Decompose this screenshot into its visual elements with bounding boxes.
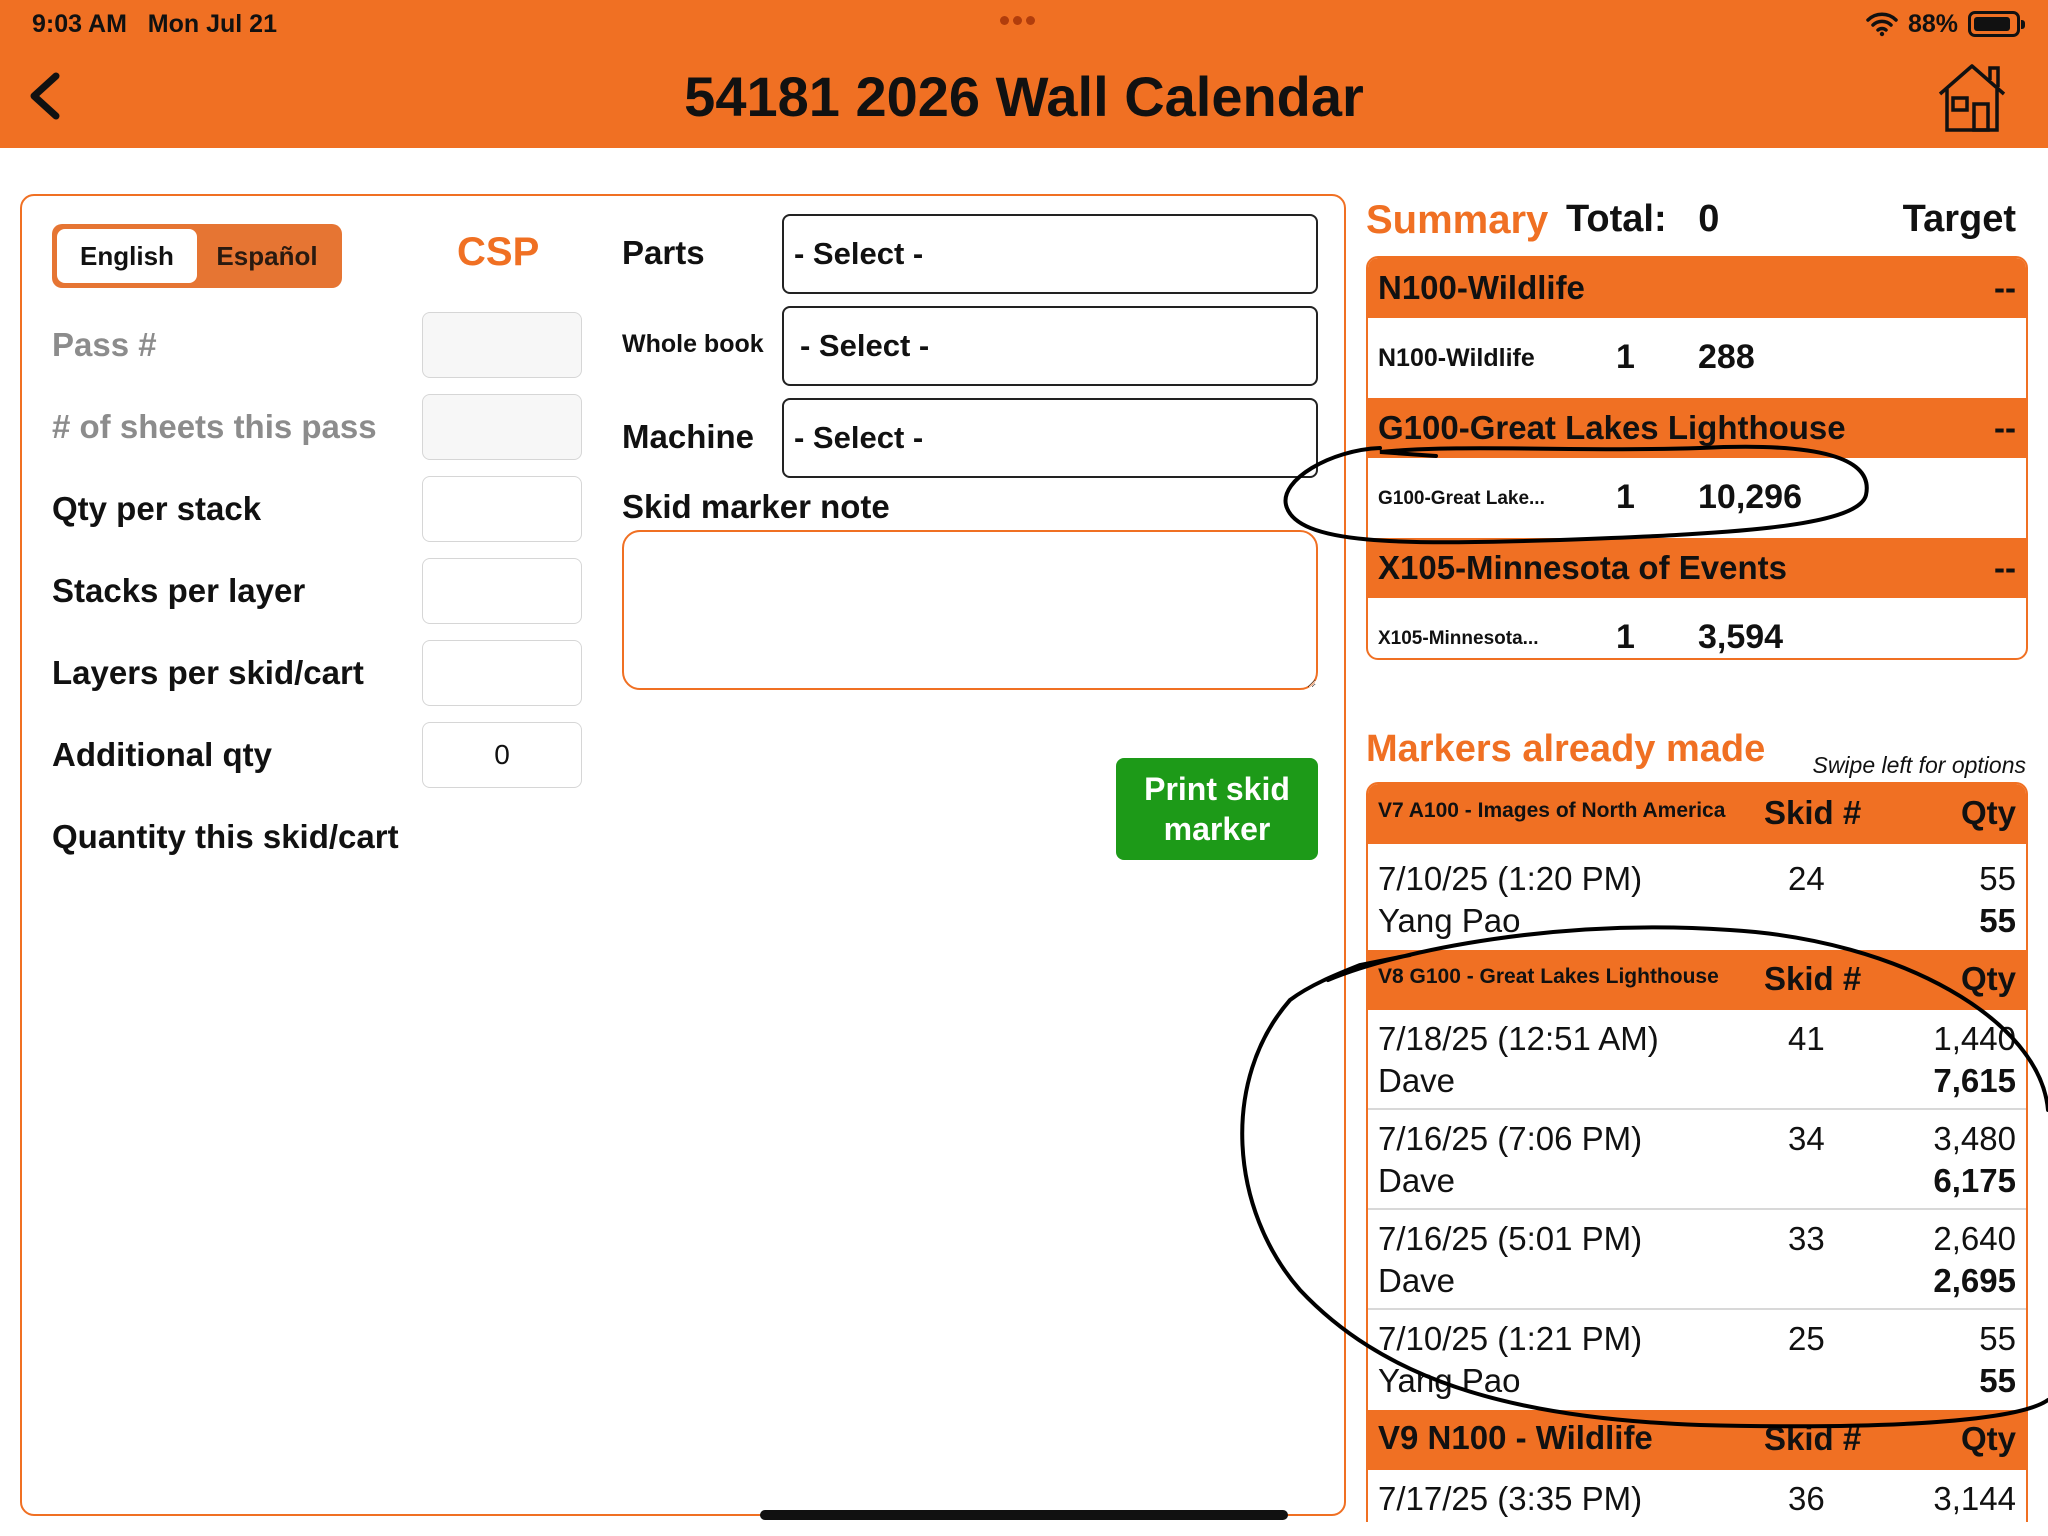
skid-note-textarea[interactable]	[622, 530, 1318, 690]
marker-cumulative: 55	[1979, 902, 2016, 939]
marker-group-name: V9 N100 - Wildlife	[1378, 1419, 1653, 1456]
marker-group-name: V7 A100 - Images of North America	[1378, 799, 1726, 822]
marker-skid: 33	[1788, 1220, 1825, 1257]
status-indicators	[1866, 8, 2020, 40]
print-skid-marker-button[interactable]	[1116, 758, 1318, 860]
sheets-label: # of sheets this pass	[52, 408, 377, 445]
wifi-icon	[1866, 11, 1898, 37]
stacks-per-layer-label: Stacks per layer	[52, 572, 306, 609]
summary-total-label: Total:	[1566, 198, 1667, 240]
whole-book-select-value: - Select -	[800, 328, 930, 363]
summary-row-total: 3,594	[1698, 618, 1784, 656]
skid-marker-form-panel	[20, 194, 1346, 1516]
marker-date: 7/18/25 (12:51 AM)	[1378, 1020, 1659, 1057]
marker-qty: 3,480	[1933, 1120, 2016, 1157]
marker-cumulative: 7,615	[1933, 1062, 2016, 1099]
battery-icon	[1968, 11, 2020, 37]
skid-column-header: Skid #	[1764, 1420, 1862, 1457]
swipe-hint: Swipe left for options	[1812, 752, 2026, 778]
layers-label: Layers per skid/cart	[52, 654, 364, 691]
summary-group-name: G100-Great Lakes Lighthouse	[1378, 409, 1846, 446]
csp-label: CSP	[457, 230, 540, 274]
multitasking-dots-icon[interactable]	[1000, 12, 1048, 32]
print-button-line1: Print skid	[1144, 771, 1290, 807]
marker-cumulative: 6,175	[1933, 1162, 2016, 1199]
markers-list[interactable]	[1366, 782, 2028, 1522]
pass-input[interactable]	[422, 312, 582, 378]
parts-label: Parts	[622, 234, 705, 271]
summary-row[interactable]	[1368, 318, 2026, 398]
battery-percent: 88%	[1907, 9, 1958, 38]
marker-date: 7/16/25 (5:01 PM)	[1378, 1220, 1643, 1257]
status-time: 9:03 AM	[32, 10, 127, 38]
marker-date: 7/10/25 (1:20 PM)	[1378, 860, 1643, 897]
marker-row[interactable]	[1368, 1310, 2026, 1410]
summary-row[interactable]	[1368, 598, 2026, 660]
marker-qty: 55	[1979, 1320, 2016, 1357]
summary-group-header	[1368, 398, 2026, 458]
marker-group-header	[1368, 950, 2026, 1010]
marker-date: 7/16/25 (7:06 PM)	[1378, 1120, 1643, 1157]
quantity-this-skid-label: Quantity this skid/cart	[52, 818, 399, 855]
sheets-input[interactable]	[422, 394, 582, 460]
marker-qty: 55	[1979, 860, 2016, 897]
marker-user: Dave	[1378, 1262, 1456, 1299]
marker-row[interactable]	[1368, 1110, 2026, 1210]
whole-book-select[interactable]	[782, 306, 1318, 386]
machine-select[interactable]	[782, 398, 1318, 478]
marker-cumulative: 2,695	[1933, 1262, 2016, 1299]
marker-row[interactable]	[1368, 850, 2026, 950]
marker-date: 7/10/25 (1:21 PM)	[1378, 1320, 1643, 1357]
marker-qty: 1,440	[1933, 1020, 2016, 1057]
summary-row-count: 1	[1616, 338, 1635, 376]
summary-row-name: G100-Great Lake...	[1378, 488, 1545, 509]
marker-qty: 2,640	[1933, 1220, 2016, 1257]
page-title: 54181 2026 Wall Calendar	[684, 65, 1364, 128]
marker-skid: 34	[1788, 1120, 1825, 1157]
marker-skid: 25	[1788, 1320, 1825, 1357]
markers-title: Markers already made	[1366, 728, 1766, 770]
status-date: Mon Jul 21	[147, 10, 277, 38]
summary-row-total: 288	[1698, 338, 1755, 376]
house-icon[interactable]	[1934, 60, 2010, 134]
spanish-option[interactable]: Español	[216, 240, 318, 271]
marker-row[interactable]	[1368, 1010, 2026, 1110]
english-option[interactable]: English	[57, 229, 197, 283]
status-time-date	[32, 10, 277, 39]
summary-list	[1366, 256, 2028, 660]
summary-row-name: X105-Minnesota...	[1378, 628, 1539, 649]
summary-row-total: 10,296	[1698, 478, 1802, 516]
summary-group-target: --	[1994, 549, 2016, 586]
marker-skid: 41	[1788, 1020, 1825, 1057]
summary-group-target: --	[1994, 269, 2016, 306]
additional-qty-input[interactable]	[422, 722, 582, 788]
summary-group-header	[1368, 538, 2026, 598]
marker-skid: 24	[1788, 860, 1825, 897]
skid-column-header: Skid #	[1764, 960, 1862, 997]
marker-user: Dave	[1378, 1162, 1456, 1199]
qty-per-stack-label: Qty per stack	[52, 490, 262, 527]
summary-group-target: --	[1994, 409, 2016, 446]
parts-select-value: - Select -	[794, 236, 924, 271]
summary-row-count: 1	[1616, 478, 1635, 516]
summary-group-header	[1368, 258, 2026, 318]
stacks-per-layer-input[interactable]	[422, 558, 582, 624]
summary-title: Summary	[1366, 198, 1549, 242]
qty-per-stack-input[interactable]	[422, 476, 582, 542]
home-indicator[interactable]	[760, 1510, 1288, 1520]
summary-total	[1566, 198, 1719, 248]
skid-note-label: Skid marker note	[622, 488, 890, 525]
machine-label: Machine	[622, 418, 755, 455]
marker-group-header	[1368, 1410, 2026, 1470]
print-button-line2: marker	[1163, 811, 1271, 847]
marker-cumulative: 55	[1979, 1362, 2016, 1399]
skid-column-header: Skid #	[1764, 794, 1862, 831]
summary-total-value: 0	[1698, 198, 1720, 240]
whole-book-label: Whole book	[622, 330, 764, 358]
machine-select-value: - Select -	[794, 420, 924, 455]
top-bar	[0, 0, 2048, 148]
qty-column-header: Qty	[1960, 1420, 2016, 1457]
language-toggle[interactable]	[52, 224, 342, 288]
qty-column-header: Qty	[1960, 960, 2016, 997]
additional-qty-label: Additional qty	[52, 736, 272, 773]
summary-row[interactable]	[1368, 458, 2026, 538]
summary-group-name: N100-Wildlife	[1378, 269, 1585, 306]
marker-user: Yang Pao	[1378, 1362, 1521, 1399]
marker-user: Dave	[1378, 1062, 1456, 1099]
marker-date: 7/17/25 (3:35 PM)	[1378, 1480, 1643, 1517]
qty-column-header: Qty	[1960, 794, 2016, 831]
marker-qty: 3,144	[1933, 1480, 2016, 1517]
layers-input[interactable]	[422, 640, 582, 706]
marker-row[interactable]	[1368, 1210, 2026, 1310]
summary-row-name: N100-Wildlife	[1378, 344, 1535, 372]
pass-label: Pass #	[52, 326, 157, 363]
marker-skid: 36	[1788, 1480, 1825, 1517]
summary-target-header: Target	[1902, 198, 2016, 240]
summary-group-name: X105-Minnesota of Events	[1378, 549, 1787, 586]
marker-group-header	[1368, 784, 2026, 844]
summary-row-count: 1	[1616, 618, 1635, 656]
marker-user: Yang Pao	[1378, 902, 1521, 939]
parts-select[interactable]	[782, 214, 1318, 294]
marker-row[interactable]	[1368, 1470, 2026, 1522]
marker-group-name: V8 G100 - Great Lakes Lighthouse	[1378, 965, 1719, 988]
